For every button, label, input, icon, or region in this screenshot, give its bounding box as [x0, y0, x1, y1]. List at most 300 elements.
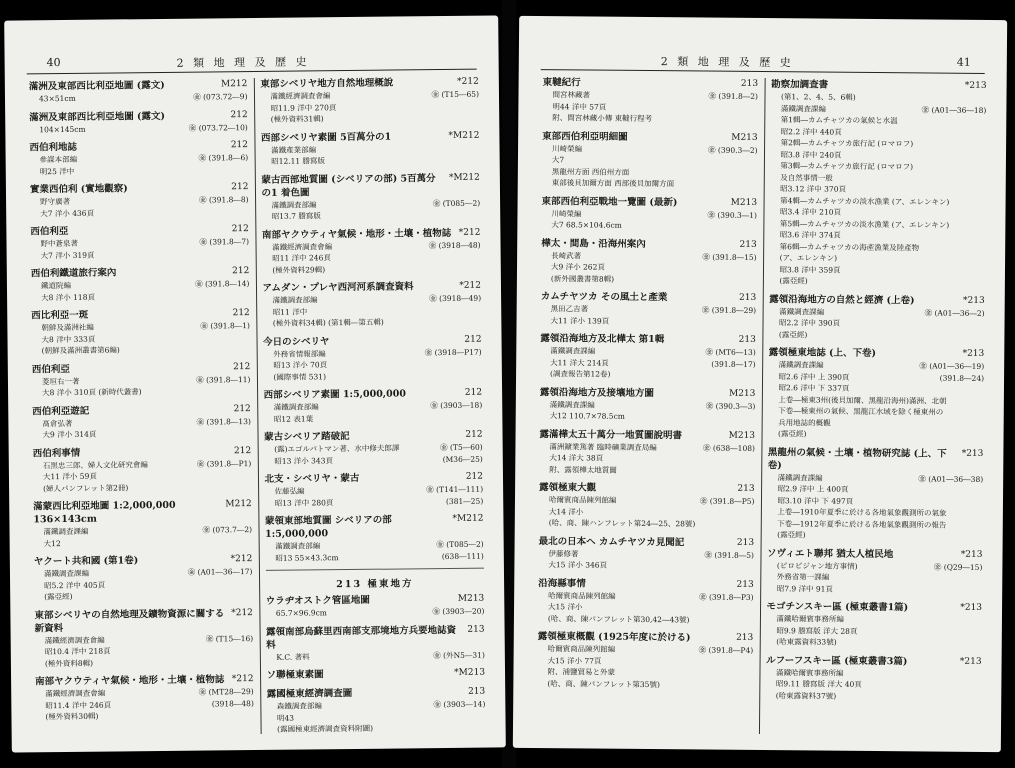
entry-detail-line — [264, 453, 483, 467]
entry-detail: 大14 洋大 38頁 — [549, 453, 604, 463]
catalog-entry — [766, 600, 982, 649]
catalog-entry — [267, 686, 486, 734]
classification-code: 212 — [233, 361, 251, 372]
entry-title: 實業西伯利 (實地觀察) — [29, 183, 128, 196]
right-column-1 — [531, 76, 764, 734]
classification-code: *212 — [458, 227, 481, 238]
catalog-entry — [539, 481, 755, 530]
entry-detail-line — [542, 177, 758, 190]
entry-detail: 昭11.4 洋中 246頁 — [45, 700, 112, 710]
entry-detail: (極外資料31輯) — [270, 114, 324, 124]
entry-title: 今日のシベリヤ — [263, 335, 330, 348]
catalog-entry — [542, 76, 758, 125]
entry-detail: 野守廣著 — [40, 196, 71, 207]
classification-code: M213 — [731, 132, 758, 143]
entry-detail: 第5輯―カムチャツカの淡水漁業 (ア、エレンキン) — [779, 218, 950, 230]
right-page — [513, 16, 1007, 752]
entry-detail: (ビロビジャン地方事情) — [776, 560, 858, 571]
entry-detail-line — [35, 709, 254, 723]
entry-detail-line — [540, 315, 756, 328]
entry-detail: 滿鐵調査部編 — [273, 402, 319, 412]
entry-detail: 43×51cm — [38, 93, 76, 104]
entry-detail-line — [266, 606, 485, 620]
entry-detail-line — [766, 690, 982, 703]
entry-detail: 佐藤弘編 — [274, 486, 305, 496]
catalog-entry — [266, 667, 485, 682]
classification-code: *213 — [960, 549, 983, 560]
entry-detail: 大9 洋小 314頁 — [42, 429, 97, 440]
call-number: ㊎ (A01―36―38) — [918, 473, 984, 484]
entry-detail-line — [539, 464, 755, 477]
entry-detail: 滿洲鑛業篤著 臨時礦業調査局編 — [549, 441, 657, 452]
call-number: ㊎ (390.3―3) — [705, 401, 756, 411]
call-number: (638―111) — [441, 551, 484, 561]
entry-title: ソ聯極東素圖 — [266, 669, 324, 681]
entry-title: 北支・シベリヤ・蒙古 — [264, 472, 360, 485]
classification-code: 212 — [231, 224, 249, 235]
entry-title: 東部シベリヤの自然地理及鑛物資源に關する新資料 — [34, 607, 225, 634]
entry-detail-line — [542, 143, 758, 156]
call-number: (3918―48) — [211, 698, 254, 708]
entry-detail: 朝鮮及滿洲社編 — [41, 322, 94, 333]
entry-detail-line — [33, 481, 252, 495]
entry-detail: 川崎榮編 — [552, 143, 583, 153]
classification-code: 212 — [464, 334, 482, 345]
entry-detail: 大14 洋小 — [548, 506, 584, 516]
entry-detail-line — [538, 613, 754, 626]
entry-detail: (哈、商、陳パンフレット第35號) — [547, 678, 660, 689]
entry-detail: 間宮林藏著 — [552, 90, 591, 100]
right-page-header — [541, 52, 985, 74]
entry-detail: (露)エゴルパトマン著、水中修夫郎譯 — [274, 443, 400, 454]
catalog-entry — [538, 577, 754, 626]
call-number: ㊎ (Q29―15) — [933, 562, 983, 572]
page-number: 40 — [46, 56, 61, 70]
entry-title: 露領極東概觀 (1925年度に於ける) — [537, 631, 691, 644]
entry-detail-line — [33, 458, 252, 472]
catalog-entry — [537, 630, 753, 691]
entry-detail: 哈爾賓商品陳列館編 — [548, 590, 616, 601]
entry-detail: 昭12 表1葉 — [273, 413, 314, 424]
catalog-entry — [265, 513, 484, 564]
classification-code: *212 — [457, 76, 479, 87]
entry-detail: 昭3.8 洋中 359頁 — [779, 264, 841, 275]
catalog-entry — [542, 130, 758, 191]
call-number: (391.8―17) — [711, 359, 756, 369]
entry-detail: (哈、商、陳ハンフレット第24―25、28號) — [548, 518, 696, 529]
entry-title: アムダン・プレヤ西河河系調査資料 — [262, 281, 414, 294]
entry-detail: 第3輯―カムチャツカ旅行記 (ロマロフ) — [780, 161, 914, 172]
entry-detail: 鐵道院編 — [40, 280, 72, 291]
entry-detail: 大11 洋小 139頁 — [550, 315, 610, 326]
classification-code: *213 — [961, 448, 984, 459]
catalog-entry — [29, 78, 248, 105]
entry-heading — [266, 623, 485, 651]
catalog-entry — [541, 237, 757, 286]
catalog-entry — [32, 361, 251, 399]
entry-detail: 昭13 55×43.3cm — [275, 552, 339, 563]
classification-code: 213 — [738, 334, 756, 345]
call-number: ㊎ (3903―14) — [433, 699, 486, 710]
entry-detail: 大7 洋小 436頁 — [40, 208, 95, 218]
entry-detail: 昭11 洋中 — [272, 306, 308, 317]
entry-detail: 滿鐵經濟調査會編 — [272, 241, 333, 252]
call-number: ㊎ (A01―36―17) — [187, 567, 253, 577]
classification-code: 212 — [465, 429, 483, 440]
entry-detail-line — [767, 529, 983, 542]
call-number: ㊎ (MT6―13) — [705, 347, 756, 357]
entry-detail: 大11 洋大 214頁 — [550, 357, 609, 368]
catalog-entry — [539, 428, 755, 477]
entry-detail: 大12 — [43, 538, 61, 548]
classification-code: *212 — [231, 674, 254, 685]
entry-detail: 大15 洋小 346頁 — [548, 560, 608, 570]
entry-detail-line — [31, 290, 250, 304]
entry-detail: 大8 洋小 310頁 (新時代叢書) — [42, 387, 142, 398]
entry-title: 東部西伯利亞明細圖 — [542, 130, 628, 143]
entry-title: モゴチンスキー區 (極東叢書1篇) — [766, 601, 909, 614]
entry-detail: (調査報告第12卷) — [550, 369, 611, 379]
entry-detail: (國際事情 531) — [273, 371, 327, 382]
entry-heading — [34, 607, 253, 635]
entry-detail-line — [266, 649, 485, 663]
entry-title: 西比利亞一斑 — [31, 309, 89, 322]
entry-detail-line — [31, 248, 250, 262]
entry-title: 西伯利亞遊記 — [32, 405, 90, 417]
catalog-entry — [262, 280, 481, 330]
entry-detail: 昭7.9 洋中 91頁 — [776, 583, 834, 594]
entry-title: 露領極東地誌 (上、下卷) — [768, 347, 877, 360]
classification-code: 212 — [465, 471, 484, 482]
entry-detail: 滿鐵哈爾賓事務所編 — [775, 667, 844, 678]
catalog-entry — [29, 139, 248, 177]
entry-detail: (露亞經) — [778, 329, 808, 339]
entry-detail: 明44 洋中 57頁 — [552, 101, 607, 112]
entry-detail-line — [267, 722, 486, 734]
classification-code: *212 — [459, 280, 482, 291]
entry-detail-line — [767, 583, 983, 596]
call-number: ㊎ (391.8―2) — [708, 91, 759, 101]
entry-detail: 長崎武著 — [551, 250, 582, 260]
entry-detail: 菱垣右一著 — [41, 376, 80, 386]
entry-detail-line — [32, 427, 251, 441]
entry-detail-line — [34, 536, 253, 550]
entry-detail: (露亞經) — [779, 276, 808, 286]
entry-detail: 滿鐵產業部編 — [271, 144, 317, 155]
entry-detail-line — [538, 559, 754, 572]
entry-title: カムチヤツカ その風土と產業 — [540, 291, 668, 304]
entry-detail-line — [262, 209, 481, 223]
entry-detail: 昭10.4 洋中 218頁 — [44, 646, 111, 657]
entry-detail: 大7 洋小 319頁 — [40, 250, 95, 260]
classification-code: 213 — [736, 632, 754, 643]
entry-detail: 昭13 洋中 280頁 — [274, 497, 334, 508]
call-number: ㊎ (外N5―31) — [433, 650, 485, 660]
entry-detail: 滿鐵調査課編 — [549, 399, 595, 410]
entry-detail: 昭2.6 洋中 下 337頁 — [778, 383, 850, 393]
catalog-entry — [260, 76, 479, 126]
call-number: ㊎ (T15―65) — [431, 89, 480, 100]
classification-code: 212 — [233, 403, 251, 414]
entry-detail-line — [542, 112, 758, 125]
call-number: ㊎ (391.8―7) — [199, 237, 250, 247]
classification-code: *212 — [231, 607, 253, 618]
call-number: ㊎ (3918―49) — [429, 293, 482, 304]
entry-title: 東部シベリヤ地方自然地理概說 — [260, 77, 394, 90]
entry-title: 南部ヤクウティヤ氣候・地形・土壤・植物誌 — [35, 674, 225, 688]
catalog-entry — [540, 386, 756, 424]
left-page-header — [27, 52, 477, 75]
right-columns — [531, 76, 993, 736]
call-number: ㊎ (A01―36―2) — [924, 307, 985, 318]
classification-code: M213 — [457, 593, 485, 604]
entry-detail: 及自然事情一般 — [780, 172, 833, 183]
entry-detail: 兵用地誌的概觀 — [778, 417, 831, 428]
entry-detail: 大8 洋中 333頁 — [41, 334, 96, 344]
catalog-entry — [769, 293, 985, 342]
call-number: ㊎ (3903―20) — [432, 606, 485, 617]
catalog-entry — [35, 673, 254, 723]
entry-detail: 大7 — [551, 155, 565, 165]
classification-code: *212 — [230, 554, 253, 565]
entry-detail: (露國極東經濟調査資料附圖) — [277, 723, 374, 734]
call-number: ㊎ (T141―111) — [426, 484, 484, 495]
entry-detail: 昭2.9 洋中 上 400頁 — [777, 484, 849, 494]
entry-detail: 昭12.11 謄寫版 — [271, 156, 326, 166]
entry-title: 露領沿海地方の自然と經濟 (上卷) — [769, 293, 915, 306]
entry-title: 露領南部烏蘇里西南部支那境地方兵要地誌資料 — [266, 624, 457, 651]
catalog-entry — [262, 226, 481, 276]
entry-title: 西部シベリア素圖 1:5,000,000 — [263, 388, 406, 401]
entry-detail: 昭13.7 謄寫版 — [271, 211, 321, 221]
call-number: (381―25) — [445, 496, 484, 506]
classification-code: 213 — [467, 624, 485, 635]
entry-detail: 滿鐵經濟調査會編 — [45, 688, 106, 699]
entry-detail: 參謀本部編 — [39, 154, 78, 165]
entry-detail: 哈爾賓商品陳列館編 — [548, 495, 617, 505]
entry-detail: 滿鐵調査課編 — [43, 526, 89, 537]
call-number: ㊎ (073.7―2) — [202, 525, 253, 535]
entry-heading — [266, 667, 485, 682]
entry-detail-line — [766, 636, 982, 649]
classification-code: *M212 — [448, 172, 480, 183]
entry-detail: 昭5.2 洋中 405頁 — [44, 580, 106, 590]
entry-detail: K.C. 著料 — [276, 651, 310, 662]
entry-detail: 滿鐵調査部編 — [272, 295, 318, 305]
classification-code: 212 — [232, 308, 250, 319]
call-number: ㊎ (390.3―2) — [708, 145, 758, 155]
classification-code: 213 — [739, 292, 757, 303]
entry-detail: 昭3.4 洋中 210頁 — [779, 207, 842, 217]
entry-detail: (極外資料29輯) — [272, 264, 326, 275]
entry-detail: 昭2.2 洋中 390頁 — [778, 318, 841, 328]
catalog-entry — [261, 171, 480, 222]
entry-detail: 昭11.9 洋中 270頁 — [270, 102, 337, 113]
entry-detail: (極外資料8輯) — [44, 658, 94, 668]
entry-title: 南部ヤクウティヤ氣候・地形・土壤・植物誌 — [261, 227, 452, 241]
entry-detail-line — [541, 273, 757, 286]
catalog-entry — [263, 333, 482, 383]
entry-detail: 第2輯―カムチャツカ旅行記 (ロマロフ) — [780, 138, 914, 149]
left-column-1 — [23, 78, 260, 736]
call-number: ㊎ (3918―48) — [428, 240, 481, 250]
entry-detail-line — [261, 154, 480, 168]
running-title: 2 類 地 理 及 歷 史 — [660, 55, 794, 70]
entry-title: ルフーフスキー區 (極東叢書3篇) — [766, 654, 908, 667]
entry-detail: 外務省第一課編 — [776, 572, 830, 582]
entry-title: 沿海縣事情 — [538, 577, 586, 589]
entry-detail: 滿鐵哈爾賓事務所編 — [776, 614, 844, 624]
classification-code: 212 — [230, 140, 249, 151]
right-column-2 — [758, 78, 992, 736]
entry-detail: 下卷―1912年夏季に於ける各地氣象觀測所の報告 — [777, 518, 947, 530]
catalog-entry — [538, 535, 754, 573]
entry-detail: 昭3.6 洋中 374頁 — [779, 230, 841, 240]
classification-code: M212 — [225, 499, 252, 510]
catalog-entry — [33, 498, 252, 549]
entry-detail: (極外資料30輯) — [45, 711, 99, 722]
entry-heading — [261, 171, 480, 199]
catalog-entry — [266, 623, 485, 663]
classification-code: *M212 — [448, 130, 480, 141]
call-number: ㊎ (T15―16) — [205, 633, 254, 644]
entry-detail: 大15 洋小 77頁 — [547, 655, 602, 666]
entry-detail-line — [768, 428, 984, 441]
classification-code: *213 — [962, 348, 985, 359]
catalog-entry — [540, 332, 756, 381]
entry-detail-line — [769, 275, 985, 288]
entry-detail: 104×145cm — [39, 124, 86, 134]
entry-detail: 滿鐵調査課編 — [780, 103, 826, 114]
entry-detail: 滿鐵調査部編 — [275, 541, 321, 551]
call-number: ㊎ (391.8―13) — [196, 416, 251, 427]
entry-detail: 滿鐵調査課編 — [550, 346, 596, 356]
entry-detail: 滿鐵調査課編 — [778, 360, 824, 370]
entry-title: ヤクート共和國 (第1卷) — [33, 555, 139, 568]
entry-title: 西伯利亞 — [31, 363, 70, 375]
call-number: ㊎ (391.8―6) — [198, 153, 249, 163]
entry-detail: 大12 110.7×78.5cm — [549, 411, 625, 421]
entry-detail: 上卷―1910年夏季に於ける各地氣象觀測所の氣象 — [777, 507, 947, 518]
entry-detail: 外務省情報部編 — [273, 348, 326, 359]
section-heading: 213 極東地方 — [336, 578, 414, 591]
left-column-2 — [253, 76, 491, 734]
call-number: ㊎ (391.8―14) — [195, 279, 250, 289]
catalog-entry — [768, 346, 984, 441]
entry-detail-line — [35, 656, 254, 670]
call-number: ㊎ (T085―2) — [432, 198, 481, 208]
call-number: ㊎ (390.3―1) — [707, 210, 758, 220]
call-number: ㊎ (MT28―29) — [198, 687, 254, 697]
left-columns — [23, 76, 492, 737]
call-number: ㊎ (391.8―P1) — [196, 458, 252, 469]
classification-code: 212 — [464, 387, 483, 398]
entry-heading — [265, 513, 484, 541]
entry-detail: 東部後貝加爾方面 西部後貝加爾方面 — [551, 178, 675, 189]
page-number: 41 — [956, 55, 971, 69]
classification-code: 213 — [739, 239, 757, 250]
entry-title: 西伯利亞 — [30, 225, 69, 238]
entry-detail: 黑龍州方面 西伯州方面 — [551, 166, 630, 177]
classification-code: *213 — [964, 80, 987, 91]
entry-detail: (露亞經) — [778, 429, 807, 439]
catalog-entry — [266, 593, 485, 620]
classification-code: 213 — [736, 579, 754, 590]
entry-title: 露國極東經濟調査圖 — [266, 687, 353, 700]
call-number: ㊎ (073.72―9) — [193, 92, 248, 102]
entry-detail: 昭3.8 洋中 240頁 — [780, 149, 842, 160]
entry-detail-line — [30, 164, 249, 178]
entry-detail-line — [540, 368, 756, 381]
entry-detail: 下卷―極東州の氣候、黑龍江水域を除く極東州の — [778, 406, 944, 417]
entry-detail: 大15 洋小 — [548, 602, 583, 612]
call-number: ㊎ (391.8―P4) — [698, 645, 754, 655]
entry-detail: 森鐵調査部編 — [276, 701, 322, 711]
entry-detail: 昭13 洋小 343頁 — [274, 455, 333, 466]
catalog-entry — [767, 446, 983, 543]
entry-title: 西伯利地誌 — [29, 141, 78, 154]
left-page — [4, 15, 506, 752]
entry-detail: 大8 洋小 118頁 — [41, 292, 95, 302]
entry-detail-line — [262, 262, 481, 276]
entry-detail: (露亞經) — [777, 530, 806, 540]
entry-detail: (極外資料34輯) (第1輯―第五輯) — [272, 317, 384, 328]
call-number: ㊎ (3903―18) — [430, 400, 483, 411]
entry-detail: 65.7×96.9cm — [275, 608, 327, 618]
entry-detail: 哈爾賓商品陳列館編 — [547, 644, 616, 654]
entry-title: 蒙古シベリア踏破記 — [264, 431, 350, 443]
entry-detail: 第4輯―カムチャツカの淡水漁業 (ア、エレンキン) — [780, 195, 950, 207]
entry-title: 露領沿海地方及北樺太 第1輯 — [540, 333, 665, 346]
classification-code: M213 — [728, 388, 756, 399]
running-title: 2 類 地 理 及 歷 史 — [176, 55, 310, 70]
catalog-entry — [29, 109, 248, 136]
catalog-entry — [541, 195, 757, 233]
entry-title: 勘察加調査書 — [771, 79, 829, 91]
catalog-entry — [30, 181, 249, 219]
entry-detail: (ア、エレンキン) — [779, 253, 838, 263]
call-number: ㊎ (T085―2) — [436, 539, 484, 550]
entry-detail: 大11 洋小 59頁 — [42, 471, 97, 482]
entry-detail: 滿鐵經濟調査會編 — [44, 635, 105, 645]
entry-title: 西伯利事情 — [32, 447, 81, 459]
entry-detail-line — [261, 112, 480, 126]
classification-code: 212 — [230, 109, 248, 120]
entry-detail: 滿鐵調査課編 — [777, 472, 823, 483]
entry-title: 滿蒙西比利亞地圖 1:2,000,000 136×143cm — [33, 499, 176, 526]
classification-code: 213 — [737, 483, 755, 494]
entry-detail: 昭3.10 洋中 下 497頁 — [777, 495, 854, 506]
entry-detail: 野中蒼泉著 — [40, 238, 79, 249]
section-divider — [265, 568, 483, 571]
entry-title: 西伯利鐵道旅行案內 — [30, 267, 117, 280]
entry-detail-line — [29, 122, 248, 136]
entry-detail-line — [265, 550, 484, 564]
catalog-entry — [34, 607, 253, 670]
entry-detail-line — [34, 589, 253, 603]
entry-detail: 上卷―極東3州(後貝加爾、黑龍沿海州)滿洲、北朝 — [778, 394, 947, 406]
entry-detail-line — [539, 517, 755, 530]
entry-detail-line — [541, 219, 757, 232]
entry-detail: 伊藤修著 — [548, 548, 579, 558]
classification-code: *M213 — [454, 667, 486, 678]
catalog-entry — [264, 387, 483, 425]
catalog-entry — [766, 654, 982, 703]
entry-detail-line — [540, 410, 756, 423]
entry-title: 滿洲及東部西比利亞地圖 (露文) — [28, 79, 165, 93]
entry-detail: 昭13 洋小 70頁 — [273, 360, 328, 370]
catalog-entry — [30, 223, 249, 261]
